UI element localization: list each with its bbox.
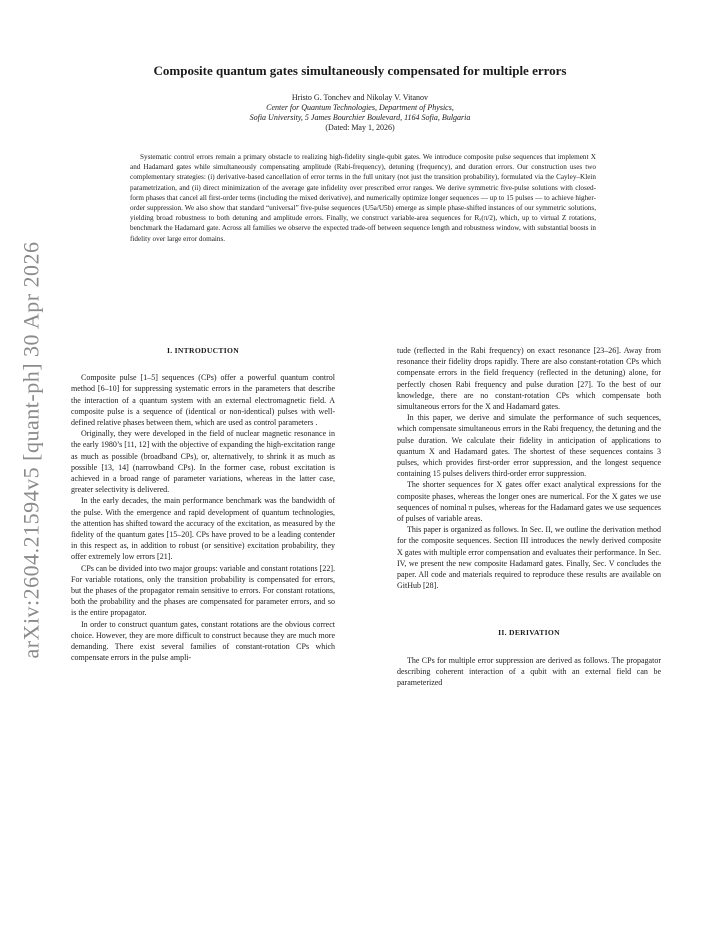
paragraph: Originally, they were developed in the field of nuclear magnetic resonance in the early 1980’s [11, 12] with the objective of expanding the high-excitation range as much as possible (broadband CPs), or, alternatively, to shrink it as much as possible [13, 14] (narrowband CPs). In the former case, robust excitation is achieved in a broad range of parameter variations, whereas in the latter case, greater selectivity is delivered. bbox=[71, 429, 335, 495]
arxiv-identifier-stamp bbox=[8, 240, 56, 660]
paper-title: Composite quantum gates simultaneously compensated for multiple errors bbox=[153, 63, 567, 78]
right-column bbox=[397, 345, 661, 688]
section-heading-introduction: I. INTRODUCTION bbox=[166, 346, 239, 355]
left-column bbox=[71, 345, 335, 663]
affiliation-line-2: Sofia University, 5 James Bourchier Boulevard, 1164 Sofia, Bulgaria bbox=[249, 113, 471, 122]
section-heading-derivation: II. DERIVATION bbox=[498, 628, 560, 638]
author-block bbox=[60, 93, 660, 133]
abstract: Systematic control errors remain a primary obstacle to realizing high-fidelity single-qubit gates. We introduce composite pulse sequences that implement X and Hadamard gates while simultaneously compensating amplitude (Rabi-frequency), detuning (frequency), and duration errors. Our construction uses two complementary strategies: (i) derivative-based cancellation of error terms in the full unitary (not just the transition probability), formulated via the Cayley–Klein parametrization, and (ii) direct minimization of the average gate infidelity over prescribed error ranges. We derive symmetric five-pulse solutions with closed-form phases that cancel all first-order terms (including the mixed derivative), and numerically optimize longer sequences — up to 15 pulses — to achieve higher-order suppression. We also show that standard “universal” five-pulse sequences (U5a/U5b) emerge as simple phase-shifted instances of our symmetric solutions, yielding broad robustness to both detuning and amplitude errors. Finally, we construct variable-area sequences for Rₓ(π/2), which, up to virtual Z rotations, benchmark the Hadamard gate. Across all families we observe the expected trade-off between sequence length and robustness window, with substantial boosts in fidelity over large error domains. bbox=[130, 153, 596, 243]
arxiv-identifier-text: arXiv:2604.21594v5 [quant-ph] 30 Apr 2026 bbox=[19, 241, 44, 659]
paragraph: Composite pulse [1–5] sequences (CPs) offer a powerful quantum control method [6–10] for suppressing systematic errors in the parameters that describe the interaction of a quantum system with an external electromagnetic field. A composite pulse is a sequence of (identical or non-identical) pulses with well-defined relative phases between them, which are used as control parameters . bbox=[71, 373, 335, 428]
affiliation-line-1: Center for Quantum Technologies, Department of Physics, bbox=[266, 103, 454, 112]
paragraph: In order to construct quantum gates, constant rotations are the obvious correct choice. However, they are more difficult to construct because they are much more demanding. There exist several families of constant-rotation CPs which compensate errors in the pulse ampli- bbox=[71, 619, 335, 663]
paragraph: In this paper, we derive and simulate the performance of such sequences, which compensate simultaneous errors in the Rabi frequency, the detuning and the pulse duration. We calculate their fidelity in anticipation of applications to quantum X and Hadamard gates. The shortest of these sequences contains 3 pulses, which provides first-order error suppression, and the longest sequence containing 15 pulses delivers third-order error suppression. bbox=[397, 413, 661, 479]
paragraph: In the early decades, the main performance benchmark was the bandwidth of the pulse. With the emergence and rapid development of quantum technologies, the attention has shifted toward the accuracy of the excitation, as measured by the fidelity of the quantum gates [15–20]. CPs have proved to be a leading contender in this respect as, in addition to robust (or sensitive) excitation probability, they offer extremely low errors [21]. bbox=[71, 496, 335, 562]
date-line: (Dated: May 1, 2026) bbox=[325, 123, 395, 132]
authors: Hristo G. Tonchev and Nikolay V. Vitanov bbox=[291, 93, 429, 102]
paragraph-continued: tude (reflected in the Rabi frequency) on exact resonance [23–26]. Away from resonance their fidelity drops rapidly. There are also constant-rotation CPs which compensate errors in the field frequency (reflected in the detuning) alone, for perfectly chosen Rabi frequency and pulse duration [27]. To the best of our knowledge, there are no constant-rotation CPs which compensate both simultaneous errors for the X and Hadamard gates. bbox=[397, 346, 661, 412]
paragraph: The shorter sequences for X gates offer exact analytical expressions for the composite phases, whereas the longer ones are numerical. For the X gates we use sequences of nominal π pulses, whereas for the Hadamard gates we use sequences of pulses of variable areas. bbox=[397, 480, 661, 524]
paragraph: CPs can be divided into two major groups: variable and constant rotations [22]. For variable rotations, only the transition probability is compensated for errors, but the phases of the propagator remain sensitive to errors. For constant rotations, both the probability and the phases are compensated for parameter errors, and so is the entire propagator. bbox=[71, 563, 335, 618]
paragraph: The CPs for multiple error suppression are derived as follows. The propagator describing coherent interaction of a qubit with an external field can be parameterized bbox=[397, 655, 661, 688]
paragraph: This paper is organized as follows. In Sec. II, we outline the derivation method for the composite sequences. Section III introduces the newly derived composite X gates with multiple error compensation and evaluates their performance. In Sec. IV, we present the new composite Hadamard gates. Finally, Sec. V concludes the paper. All code and materials required to reproduce these results are available on GitHub [28]. bbox=[397, 525, 661, 591]
